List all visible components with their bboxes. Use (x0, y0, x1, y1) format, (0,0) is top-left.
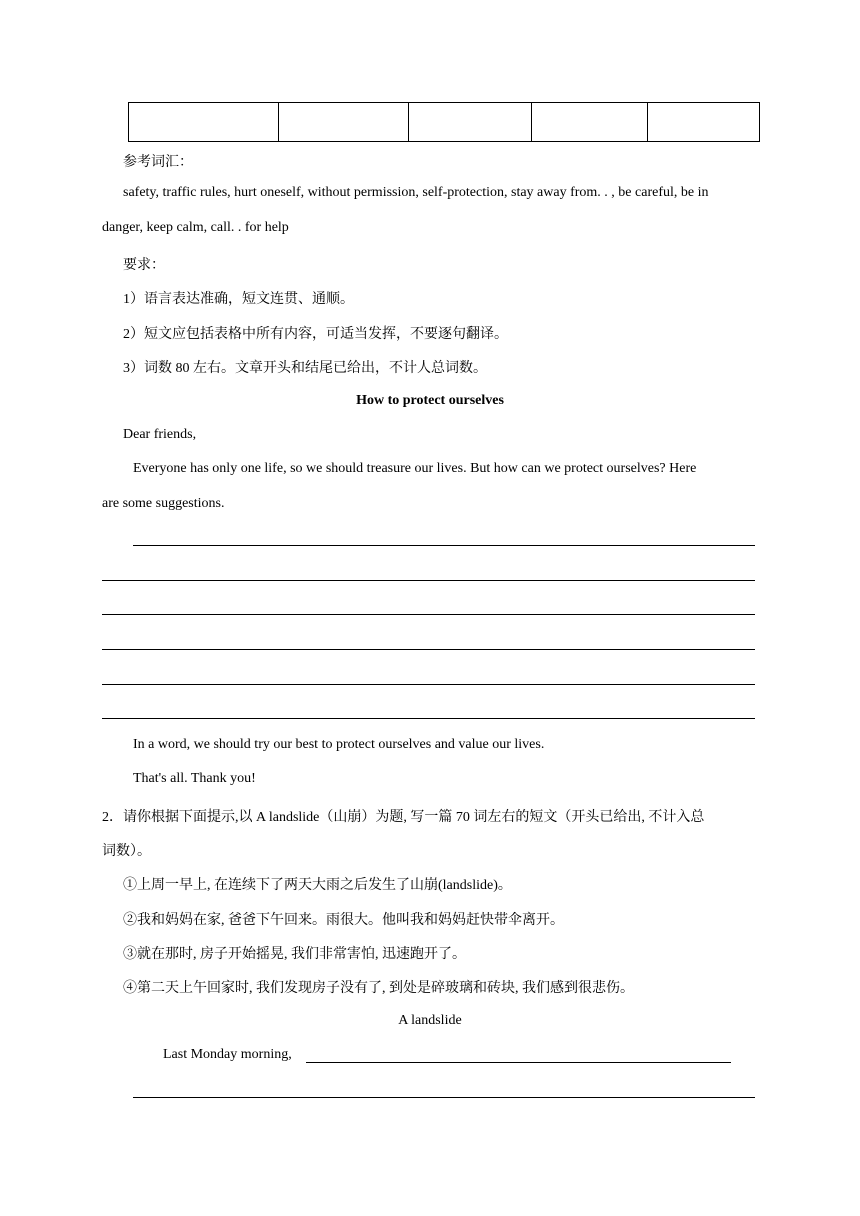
writing-line (102, 649, 755, 650)
essay-title: How to protect ourselves (356, 393, 504, 408)
requirement-item: 1）语言表达准确，短文连贯、通顺。 (123, 292, 354, 307)
question-2-prompt-line-1: 2．请你根据下面提示,以 A landslide（山崩）为题, 写一篇 70 词左右的短文（开头已给出, 不计入总 (102, 810, 705, 825)
requirement-item: 2）短文应包括表格中所有内容，可适当发挥，不要逐句翻译。 (123, 327, 508, 342)
hint-point: ②我和妈妈在家, 爸爸下午回来。雨很大。他叫我和妈妈赶快带伞离开。 (123, 913, 564, 928)
table-cell (129, 103, 279, 142)
table-cell (279, 103, 409, 142)
writing-line (102, 614, 755, 615)
essay-opening-line-1: Everyone has only one life, so we should treasure our lives. But how can we protect ourselves? Here (133, 461, 697, 476)
vocab-line-2: danger, keep calm, call. . for help (102, 220, 289, 235)
vocab-line-1: safety, traffic rules, hurt oneself, without permission, self-protection, stay away from. . , be careful, be in (123, 185, 709, 200)
writing-line (102, 684, 755, 685)
info-table (128, 102, 760, 142)
essay-greeting: Dear friends, (123, 427, 197, 442)
table-cell (532, 103, 648, 142)
requirement-item: 3）词数 80 左右。文章开头和结尾已给出，不计人总词数。 (123, 361, 487, 376)
writing-line (102, 718, 755, 719)
essay-2-start: Last Monday morning, (163, 1047, 292, 1062)
question-2-prompt-line-2: 词数）。 (102, 844, 151, 859)
essay-opening-line-2: are some suggestions. (102, 496, 225, 511)
requirements-label: 要求： (123, 258, 165, 273)
hint-point: ①上周一早上, 在连续下了两天大雨之后发生了山崩(landslide)。 (123, 878, 512, 893)
essay-closing-line-1: In a word, we should try our best to protect ourselves and value our lives. (133, 737, 545, 752)
hint-point: ③就在那时, 房子开始摇晃, 我们非常害怕, 迅速跑开了。 (123, 947, 466, 962)
essay-closing-line-2: That's all. Thank you! (133, 771, 256, 786)
hint-point: ④第二天上午回家时, 我们发现房子没有了, 到处是碎玻璃和砖块, 我们感到很悲伤。 (123, 981, 634, 996)
writing-line (133, 1097, 755, 1098)
table-row (129, 103, 760, 142)
table-cell (648, 103, 760, 142)
writing-line (102, 580, 755, 581)
table-cell (409, 103, 532, 142)
essay-2-title: A landslide (398, 1013, 462, 1028)
vocab-label: 参考词汇： (123, 155, 193, 170)
writing-line (133, 545, 755, 546)
writing-line (306, 1062, 731, 1063)
